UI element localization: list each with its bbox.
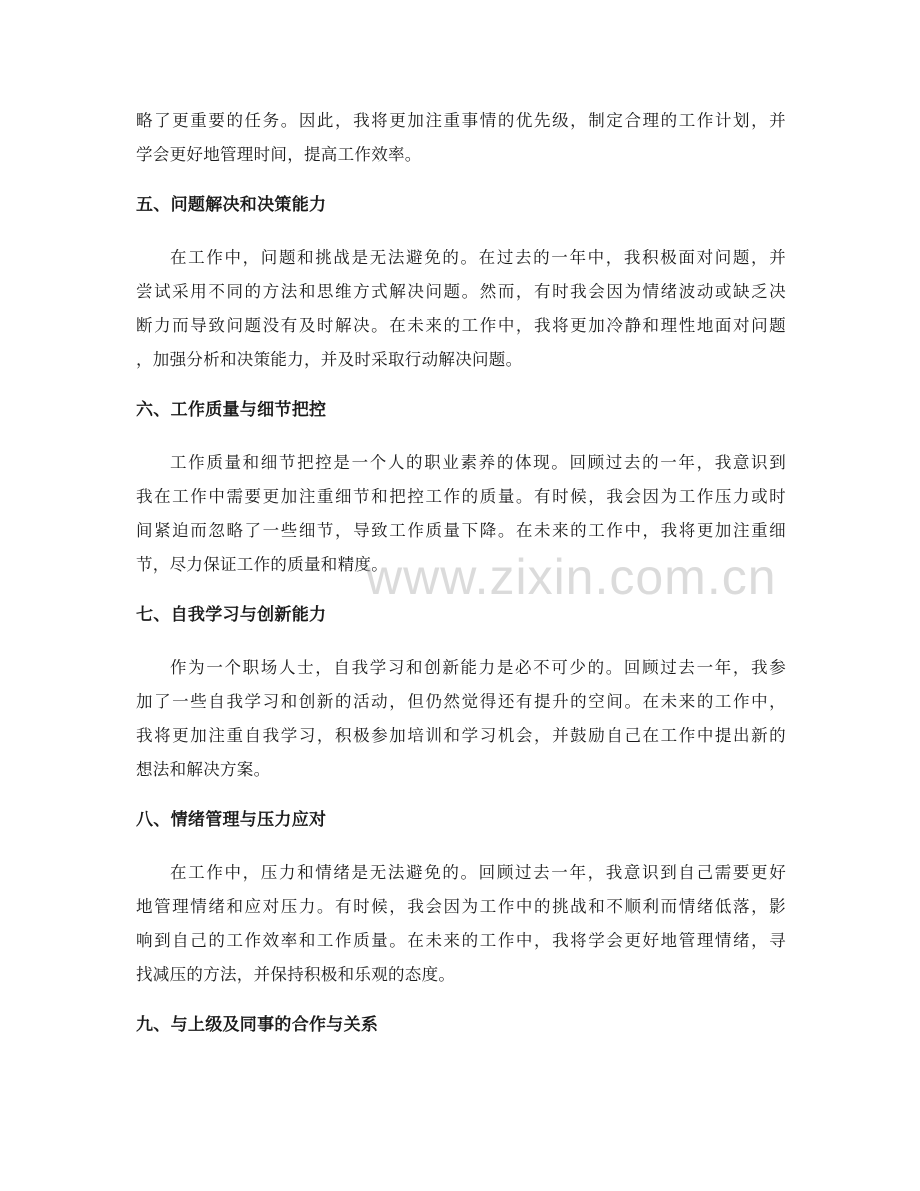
intro-paragraph — [136, 104, 786, 172]
document-page — [136, 104, 786, 1042]
section-paragraph — [136, 446, 786, 582]
paragraph-line: 我将更加注重自我学习，积极参加培训和学习机会，并鼓励自己在工作中提出新的 — [136, 726, 786, 745]
paragraph-line: 响到自己的工作效率和工作质量。在未来的工作中，我将学会更好地管理情绪，寻 — [136, 931, 786, 950]
section-paragraph — [136, 856, 786, 992]
section-heading: 八、情绪管理与压力应对 — [136, 810, 327, 830]
section-heading: 六、工作质量与细节把控 — [136, 400, 327, 420]
paragraph-line: ，加强分析和决策能力，并及时采取行动解决问题。 — [136, 350, 523, 369]
section-heading: 九、与上级及同事的合作与关系 — [136, 1015, 379, 1035]
paragraph-line: 想法和解决方案。 — [136, 760, 271, 779]
paragraph-line: 作为一个职场人士，自我学习和创新能力是必不可少的。回顾过去一年，我参 — [170, 658, 786, 677]
section-heading: 五、问题解决和决策能力 — [136, 195, 327, 215]
watermark-text: www.zixin.com.cn — [366, 549, 777, 605]
paragraph-line: 断力而导致问题没有及时解决。在未来的工作中，我将更加冷静和理性地面对问题 — [136, 316, 786, 335]
paragraph-line: 学会更好地管理时间，提高工作效率。 — [136, 145, 422, 164]
section-paragraph — [136, 651, 786, 787]
paragraph-line: 工作质量和细节把控是一个人的职业素养的体现。回顾过去的一年，我意识到 — [170, 453, 786, 472]
paragraph-line: 找减压的方法，并保持积极和乐观的态度。 — [136, 965, 456, 984]
paragraph-line: 加了一些自我学习和创新的活动，但仍然觉得还有提升的空间。在未来的工作中， — [136, 692, 786, 711]
section-heading: 七、自我学习与创新能力 — [136, 605, 327, 625]
paragraph-line: 节，尽力保证工作的质量和精度。 — [136, 555, 388, 574]
paragraph-line: 在工作中，压力和情绪是无法避免的。回顾过去一年，我意识到自己需要更好 — [170, 863, 786, 882]
paragraph-line: 尝试采用不同的方法和思维方式解决问题。然而，有时我会因为情绪波动或缺乏决 — [136, 282, 786, 301]
paragraph-line: 地管理情绪和应对压力。有时候，我会因为工作中的挑战和不顺利而情绪低落，影 — [136, 897, 786, 916]
paragraph-line: 我在工作中需要更加注重细节和把控工作的质量。有时候，我会因为工作压力或时 — [136, 487, 786, 506]
paragraph-line: 间紧迫而忽略了一些细节，导致工作质量下降。在未来的工作中，我将更加注重细 — [136, 521, 786, 540]
paragraph-line: 略了更重要的任务。因此，我将更加注重事情的优先级，制定合理的工作计划，并 — [136, 111, 786, 130]
paragraph-line: 在工作中，问题和挑战是无法避免的。在过去的一年中，我积极面对问题，并 — [170, 248, 786, 267]
section-paragraph — [136, 241, 786, 377]
